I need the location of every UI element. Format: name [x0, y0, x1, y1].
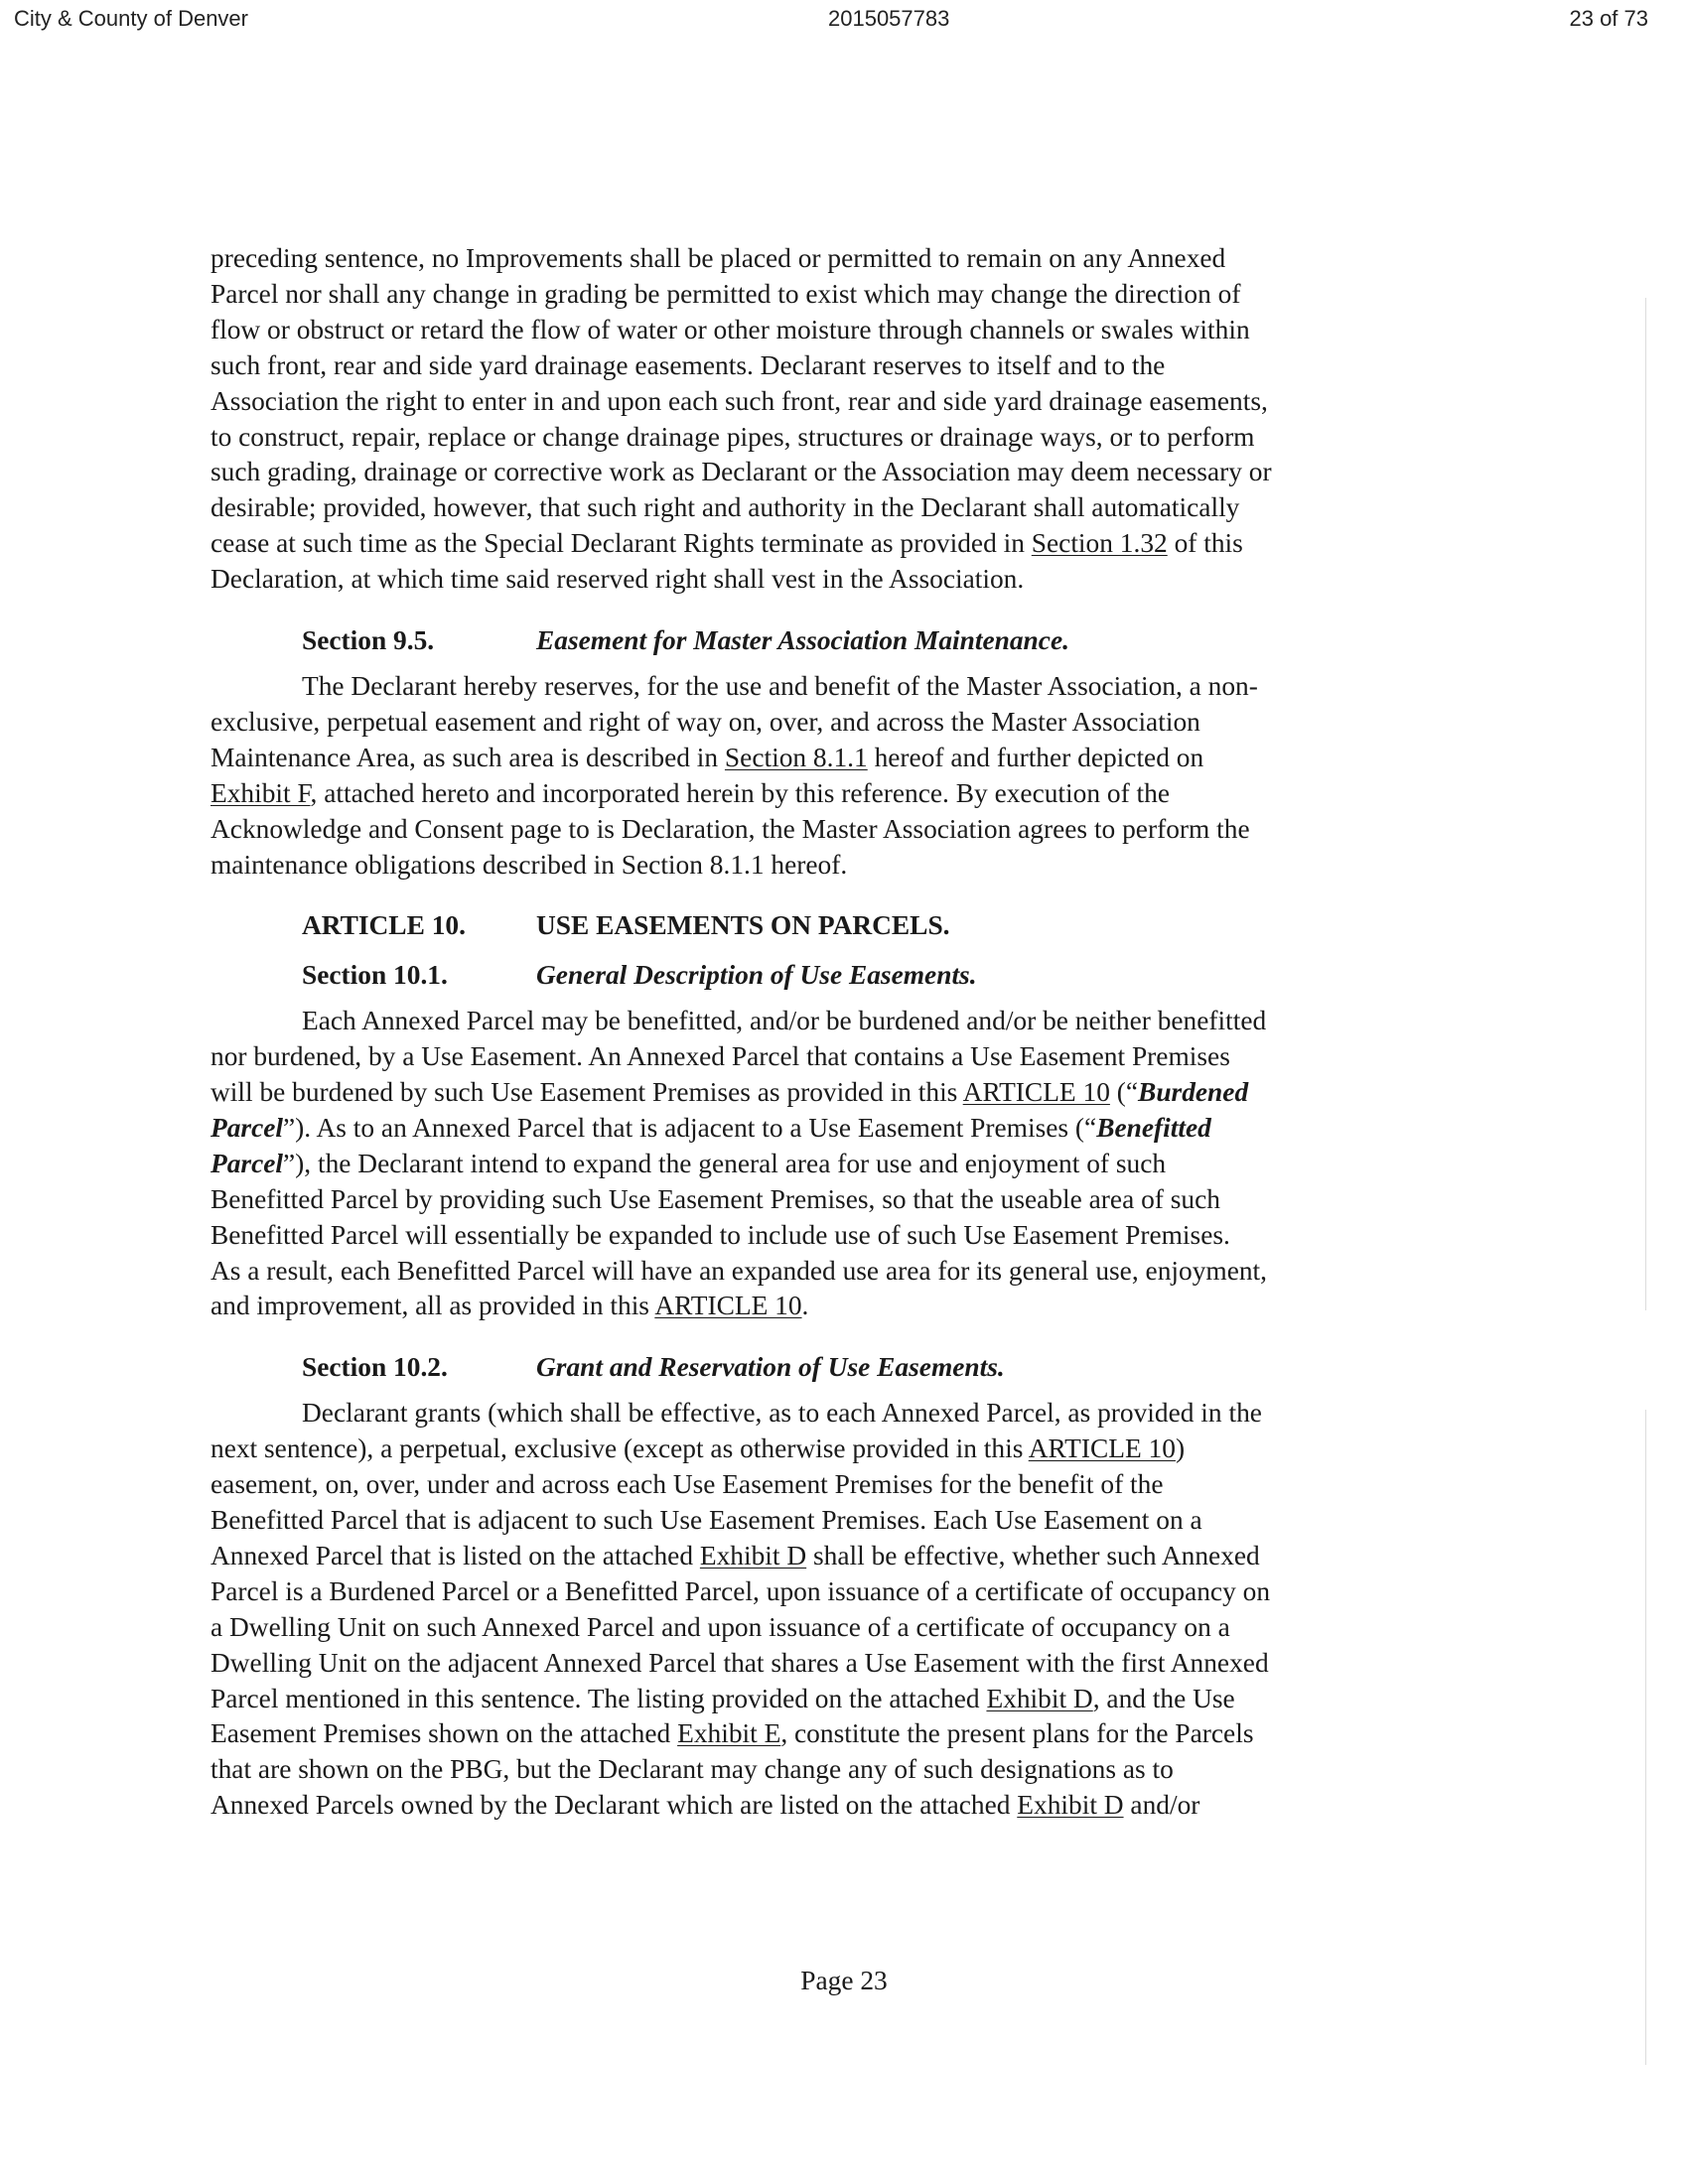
exhibit-d-reference: Exhibit D	[1017, 1790, 1124, 1821]
section-10-1-body: Each Annexed Parcel may be benefitted, and/or be burdened and/or be neither benefitted nor burdened, by a Use Easement. An Annexed Parcel that contains a Use Easement Premises will be burdened by such Use Easement Premises as provided in this ARTICLE 10 (“Burdened Parcel”). As to an Annexed Parcel that is adjacent to a Use Easement Premises (“Benefitted Parcel”), the Declarant intend to expand the general area for use and enjoyment of such Benefitted Parcel by providing such Use Easement Premises, so that the useable area of such Benefitted Parcel will essentially be expanded to include use of such Use Easement Premises. As a result, each Benefitted Parcel will have an expanded use area for its general use, enjoyment, and improvement, all as provided in this ARTICLE 10.	[211, 1006, 1268, 1321]
section-9-5-heading: Section 9.5. Easement for Master Association Maintenance.	[302, 625, 1069, 656]
page-number: Page 23	[800, 1966, 888, 1995]
exhibit-d-reference: Exhibit D	[699, 1540, 807, 1570]
scan-artifact-line	[1645, 1410, 1646, 2065]
section-10-2-heading: Section 10.2. Grant and Reservation of Use Easements.	[302, 1352, 1005, 1383]
article-10-reference: ARTICLE 10	[962, 1077, 1110, 1108]
document-header	[14, 6, 1648, 36]
article-10-reference: ARTICLE 10	[1028, 1433, 1176, 1464]
document-body	[211, 241, 1438, 1824]
header-reception-number: 2015057783	[828, 6, 950, 31]
section-10-2-body: Declarant grants (which shall be effective, as to each Annexed Parcel, as provided in the next sentence), a perpetual, exclusive (except as otherwise provided in this ARTICLE 10) easement, on, over, under and across each Use Easement Premises for the benefit of the Benefitted Parcel that is adjacent to such Use Easement Premises. Each Use Easement on a Annexed Parcel that is listed on the attached Exhibit D shall be effective, whether such Annexed Parcel is a Burdened Parcel or a Benefitted Parcel, upon issuance of a certificate of occupancy on a Dwelling Unit on such Annexed Parcel and upon issuance of a certificate of occupancy on a Dwelling Unit on the adjacent Annexed Parcel that shares a Use Easement with the first Annexed Parcel mentioned in this sentence. The listing provided on the attached Exhibit D, and the Use Easement Premises shown on the attached Exhibit E, constitute the present plans for the Parcels that are shown on the PBG, but the Declarant may change any of such designations as to Annexed Parcels owned by the Declarant which are listed on the attached Exhibit D and/or	[211, 1398, 1271, 1821]
section-8-1-1-reference: Section 8.1.1	[724, 742, 868, 772]
section-10-1-heading: Section 10.1. General Description of Use Easements.	[302, 960, 977, 991]
header-recorder: City & County of Denver	[14, 6, 248, 31]
exhibit-f-reference: Exhibit F	[211, 777, 311, 808]
article-10-reference: ARTICLE 10	[654, 1291, 802, 1321]
intro-paragraph: preceding sentence, no Improvements shall be placed or permitted to remain on any Annexed Parcel nor shall any change in grading be permitted to exist which may change the direction of flow or obstruct or retard the flow of water or other moisture through channels or swales within such front, rear and side yard drainage easements. Declarant reserves to itself and to the Association the right to enter in and upon each such front, rear and side yard drainage easements, to construct, repair, replace or change drainage pipes, structures or drainage ways, or to perform such grading, drainage or corrective work as Declarant or the Association may deem necessary or desirable; provided, however, that such right and authority in the Declarant shall automatically cease at such time as the Special Declarant Rights terminate as provided in Section 1.32 of this Declaration, at which time said reserved right shall vest in the Association.	[211, 243, 1272, 595]
exhibit-d-reference: Exhibit D	[986, 1683, 1093, 1713]
section-9-5-body: The Declarant hereby reserves, for the use and benefit of the Master Association, a non- exclusive, perpetual easement and right of way on, over, and across the Master Association Maintenance Area, as such area is described in Section 8.1.1 hereof and further depicted on Exhibit F, attached hereto and incorporated herein by this reference. By execution of the Acknowledge and Consent page to is Declaration, the Master Association agrees to perform the maintenance obligations described in Section 8.1.1 hereof.	[211, 670, 1258, 880]
article-10-heading: ARTICLE 10. USE EASEMENTS ON PARCELS.	[302, 910, 950, 941]
section-1-32-reference: Section 1.32	[1031, 528, 1168, 559]
exhibit-e-reference: Exhibit E	[677, 1718, 781, 1749]
header-page-count: 23 of 73	[1569, 6, 1648, 31]
scan-artifact-line	[1645, 298, 1646, 1310]
